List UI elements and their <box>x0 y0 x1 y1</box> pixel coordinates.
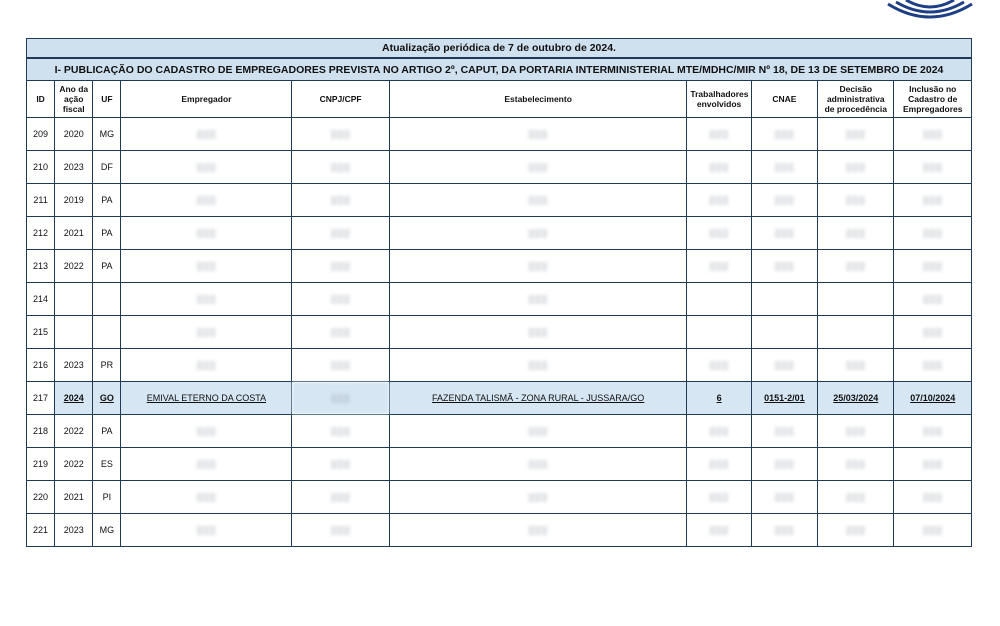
cell-estabelecimento: ▒▒▒ <box>389 151 687 184</box>
cell-cnae: ▒▒▒ <box>751 151 817 184</box>
cell-inclusao: ▒▒▒ <box>894 151 972 184</box>
cell-cnpj: ▒▒▒ <box>292 349 390 382</box>
logo-icon <box>880 0 980 26</box>
cell-id: 218 <box>27 415 55 448</box>
cell-estabelecimento: ▒▒▒ <box>389 415 687 448</box>
cell-estabelecimento: ▒▒▒ <box>389 448 687 481</box>
cell-cnae: ▒▒▒ <box>751 514 817 547</box>
cell-cnae: ▒▒▒ <box>751 481 817 514</box>
cell-empregador: ▒▒▒ <box>121 283 292 316</box>
cell-empregador: ▒▒▒ <box>121 217 292 250</box>
cell-estabelecimento: ▒▒▒ <box>389 316 687 349</box>
cell-empregador: EMIVAL ETERNO DA COSTA <box>121 382 292 415</box>
cell-estabelecimento: FAZENDA TALISMÃ - ZONA RURAL - JUSSARA/GO <box>389 382 687 415</box>
cell-trabalhadores: ▒▒▒ <box>687 184 751 217</box>
table-row <box>27 184 972 217</box>
cell-decisao: ▒▒▒ <box>818 415 894 448</box>
cell-id: 214 <box>27 283 55 316</box>
table-subtitle: I- PUBLICAÇÃO DO CADASTRO DE EMPREGADORES PREVISTA NO ARTIGO 2º, CAPUT, DA PORTARIA INTERMINISTERIAL MTE/MDHC/MIR Nº 18, DE 13 DE SETEMBRO DE 2024 <box>27 58 972 81</box>
cell-cnpj: ▒▒▒ <box>292 217 390 250</box>
cell-cnpj: ▒▒▒ <box>292 481 390 514</box>
cell-empregador: ▒▒▒ <box>121 481 292 514</box>
cell-cnae: ▒▒▒ <box>751 349 817 382</box>
cell-id: 221 <box>27 514 55 547</box>
cell-inclusao: ▒▒▒ <box>894 514 972 547</box>
col-decisao: Decisão administrativa de procedência <box>818 81 894 118</box>
cell-estabelecimento: ▒▒▒ <box>389 217 687 250</box>
table-row <box>27 481 972 514</box>
cell-empregador: ▒▒▒ <box>121 514 292 547</box>
cell-cnpj: ▒▒▒ <box>292 448 390 481</box>
cell-estabelecimento: ▒▒▒ <box>389 514 687 547</box>
cell-cnpj: ▒▒▒ <box>292 514 390 547</box>
cell-trabalhadores: ▒▒▒ <box>687 415 751 448</box>
col-cnae: CNAE <box>751 81 817 118</box>
cell-empregador: ▒▒▒ <box>121 316 292 349</box>
cell-ano: 2023 <box>55 349 93 382</box>
cell-empregador: ▒▒▒ <box>121 250 292 283</box>
cell-inclusao: ▒▒▒ <box>894 415 972 448</box>
cell-id: 210 <box>27 151 55 184</box>
cell-decisao: ▒▒▒ <box>818 514 894 547</box>
cell-id: 213 <box>27 250 55 283</box>
table-row <box>27 316 972 349</box>
cell-decisao: ▒▒▒ <box>818 448 894 481</box>
table-row <box>27 118 972 151</box>
cell-trabalhadores: ▒▒▒ <box>687 217 751 250</box>
cell-cnae: ▒▒▒ <box>751 415 817 448</box>
cell-decisao: ▒▒▒ <box>818 349 894 382</box>
employers-register-table <box>26 38 972 547</box>
cell-estabelecimento: ▒▒▒ <box>389 283 687 316</box>
cell-cnpj: ▒▒▒ <box>292 184 390 217</box>
cell-cnpj: ▒▒▒ <box>292 118 390 151</box>
cell-empregador: ▒▒▒ <box>121 184 292 217</box>
cell-empregador: ▒▒▒ <box>121 151 292 184</box>
cell-uf <box>93 316 121 349</box>
cell-ano: 2019 <box>55 184 93 217</box>
cell-cnpj: ▒▒▒ <box>292 382 390 415</box>
cell-ano: 2021 <box>55 217 93 250</box>
column-headers <box>27 81 972 118</box>
cell-decisao: ▒▒▒ <box>818 151 894 184</box>
cell-empregador: ▒▒▒ <box>121 349 292 382</box>
cell-uf: PA <box>93 415 121 448</box>
table-row <box>27 448 972 481</box>
cell-id: 212 <box>27 217 55 250</box>
cell-inclusao: ▒▒▒ <box>894 283 972 316</box>
cell-inclusao: ▒▒▒ <box>894 250 972 283</box>
table-row <box>27 349 972 382</box>
cell-uf: MG <box>93 514 121 547</box>
cell-ano: 2022 <box>55 250 93 283</box>
cell-cnpj: ▒▒▒ <box>292 151 390 184</box>
cell-estabelecimento: ▒▒▒ <box>389 349 687 382</box>
cell-inclusao: ▒▒▒ <box>894 316 972 349</box>
cell-inclusao: ▒▒▒ <box>894 349 972 382</box>
cell-uf: PA <box>93 250 121 283</box>
cell-ano: 2023 <box>55 514 93 547</box>
cell-cnpj: ▒▒▒ <box>292 250 390 283</box>
cell-id: 220 <box>27 481 55 514</box>
cell-trabalhadores <box>687 316 751 349</box>
cell-inclusao: ▒▒▒ <box>894 448 972 481</box>
cell-uf: ES <box>93 448 121 481</box>
col-uf: UF <box>93 81 121 118</box>
cell-cnpj: ▒▒▒ <box>292 415 390 448</box>
cell-trabalhadores: ▒▒▒ <box>687 250 751 283</box>
cell-inclusao: ▒▒▒ <box>894 481 972 514</box>
col-inclusao: Inclusão no Cadastro de Empregadores <box>894 81 972 118</box>
table-row <box>27 514 972 547</box>
cell-uf: GO <box>93 382 121 415</box>
cell-cnpj: ▒▒▒ <box>292 283 390 316</box>
cell-decisao: ▒▒▒ <box>818 217 894 250</box>
cell-trabalhadores: 6 <box>687 382 751 415</box>
col-trabalhadores: Trabalhadores envolvidos <box>687 81 751 118</box>
cell-trabalhadores: ▒▒▒ <box>687 448 751 481</box>
cell-inclusao: ▒▒▒ <box>894 184 972 217</box>
cell-ano <box>55 283 93 316</box>
col-estabelecimento: Estabelecimento <box>389 81 687 118</box>
cell-cnae: ▒▒▒ <box>751 448 817 481</box>
cell-ano <box>55 316 93 349</box>
cell-uf: PI <box>93 481 121 514</box>
cell-id: 216 <box>27 349 55 382</box>
cell-empregador: ▒▒▒ <box>121 415 292 448</box>
cell-empregador: ▒▒▒ <box>121 448 292 481</box>
col-cnpj: CNPJ/CPF <box>292 81 390 118</box>
table-row <box>27 217 972 250</box>
cell-estabelecimento: ▒▒▒ <box>389 250 687 283</box>
cell-ano: 2024 <box>55 382 93 415</box>
cell-id: 209 <box>27 118 55 151</box>
cell-cnae <box>751 283 817 316</box>
cell-empregador: ▒▒▒ <box>121 118 292 151</box>
cell-ano: 2021 <box>55 481 93 514</box>
cell-trabalhadores: ▒▒▒ <box>687 349 751 382</box>
cell-id: 211 <box>27 184 55 217</box>
col-empregador: Empregador <box>121 81 292 118</box>
cell-decisao <box>818 283 894 316</box>
table-row <box>27 415 972 448</box>
cell-estabelecimento: ▒▒▒ <box>389 184 687 217</box>
cell-decisao: ▒▒▒ <box>818 250 894 283</box>
cell-estabelecimento: ▒▒▒ <box>389 481 687 514</box>
cell-inclusao: ▒▒▒ <box>894 118 972 151</box>
cell-cnae: 0151-2/01 <box>751 382 817 415</box>
cell-decisao: 25/03/2024 <box>818 382 894 415</box>
cell-trabalhadores: ▒▒▒ <box>687 514 751 547</box>
cell-uf: MG <box>93 118 121 151</box>
cell-trabalhadores <box>687 283 751 316</box>
cell-trabalhadores: ▒▒▒ <box>687 118 751 151</box>
table-row <box>27 382 972 415</box>
cell-cnae: ▒▒▒ <box>751 250 817 283</box>
cell-cnae: ▒▒▒ <box>751 184 817 217</box>
cell-estabelecimento: ▒▒▒ <box>389 118 687 151</box>
cell-ano: 2022 <box>55 448 93 481</box>
cell-uf <box>93 283 121 316</box>
table-title: Atualização periódica de 7 de outubro de 2024. <box>27 39 972 59</box>
cell-inclusao: 07/10/2024 <box>894 382 972 415</box>
cell-uf: PR <box>93 349 121 382</box>
col-id: ID <box>27 81 55 118</box>
cell-decisao: ▒▒▒ <box>818 481 894 514</box>
table-row <box>27 151 972 184</box>
cell-decisao: ▒▒▒ <box>818 184 894 217</box>
cell-decisao: ▒▒▒ <box>818 118 894 151</box>
cell-ano: 2023 <box>55 151 93 184</box>
cell-cnpj: ▒▒▒ <box>292 316 390 349</box>
cell-inclusao: ▒▒▒ <box>894 217 972 250</box>
cell-uf: PA <box>93 184 121 217</box>
cell-uf: DF <box>93 151 121 184</box>
col-ano: Ano da ação fiscal <box>55 81 93 118</box>
cell-cnae: ▒▒▒ <box>751 118 817 151</box>
cell-decisao <box>818 316 894 349</box>
cell-id: 215 <box>27 316 55 349</box>
cell-id: 217 <box>27 382 55 415</box>
cell-ano: 2022 <box>55 415 93 448</box>
cell-trabalhadores: ▒▒▒ <box>687 481 751 514</box>
table-row <box>27 283 972 316</box>
table-row <box>27 250 972 283</box>
cell-uf: PA <box>93 217 121 250</box>
cell-cnae: ▒▒▒ <box>751 217 817 250</box>
cell-ano: 2020 <box>55 118 93 151</box>
cell-trabalhadores: ▒▒▒ <box>687 151 751 184</box>
cell-cnae <box>751 316 817 349</box>
cell-id: 219 <box>27 448 55 481</box>
